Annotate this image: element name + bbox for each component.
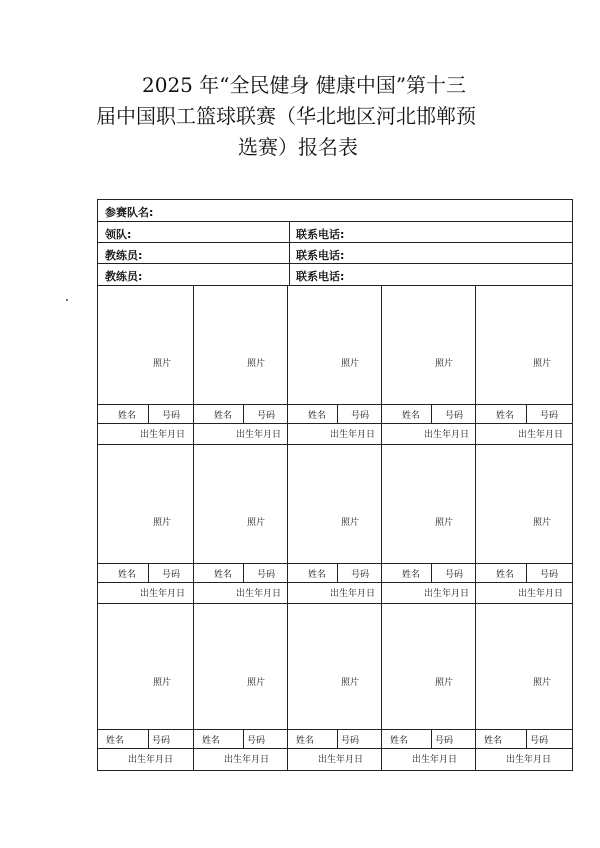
team-name-row — [98, 200, 572, 222]
name-label: 姓名 — [106, 736, 125, 746]
coach-phone-label-1: 联系电话: — [296, 249, 345, 262]
name-label: 姓名 — [118, 570, 137, 580]
name-label: 姓名 — [308, 411, 327, 421]
number-label: 号码 — [445, 570, 464, 580]
birth-date-label: 出生年月日 — [518, 430, 564, 440]
birth-date-row — [476, 748, 573, 771]
title-line-2: 届中国职工篮球联赛（华北地区河北邯郸预 — [96, 104, 476, 128]
player-card — [288, 604, 382, 771]
photo-label: 照片 — [152, 518, 171, 528]
number-label: 号码 — [540, 570, 559, 580]
birth-date-label: 出生年月日 — [318, 755, 364, 765]
photo-box — [194, 286, 287, 404]
name-label: 姓名 — [214, 411, 233, 421]
player-card — [194, 604, 288, 771]
birth-date-label: 出生年月日 — [140, 589, 186, 599]
number-label: 号码 — [435, 736, 454, 746]
name-number-row — [98, 563, 193, 583]
player-card — [288, 445, 382, 604]
name-label: 姓名 — [202, 736, 221, 746]
name-number-row — [288, 404, 381, 424]
birth-date-row — [98, 748, 193, 771]
name-label: 姓名 — [214, 570, 233, 580]
photo-label: 照片 — [340, 678, 359, 688]
coach-row-1 — [98, 243, 572, 264]
name-label: 姓名 — [308, 570, 327, 580]
coach-label-1: 教练员: — [105, 249, 143, 262]
name-number-row — [476, 729, 573, 749]
photo-label: 照片 — [532, 359, 551, 369]
scan-speck — [66, 299, 68, 301]
name-label: 姓名 — [484, 736, 503, 746]
photo-label: 照片 — [532, 678, 551, 688]
photo-label: 照片 — [246, 678, 265, 688]
birth-date-label: 出生年月日 — [128, 755, 174, 765]
number-label: 号码 — [152, 736, 171, 746]
photo-box — [476, 445, 573, 563]
player-card — [194, 286, 288, 445]
photo-box — [98, 286, 193, 404]
name-number-row — [194, 729, 287, 749]
name-number-row — [288, 729, 381, 749]
birth-date-row — [288, 423, 381, 444]
team-name-label: 参赛队名: — [105, 206, 154, 219]
number-label: 号码 — [530, 736, 549, 746]
birth-date-row — [382, 748, 475, 771]
birth-date-label: 出生年月日 — [518, 589, 564, 599]
coach-row-2 — [98, 264, 572, 286]
birth-date-row — [382, 423, 475, 444]
number-label: 号码 — [540, 411, 559, 421]
player-card — [382, 286, 476, 445]
birth-date-label: 出生年月日 — [506, 755, 552, 765]
photo-box — [288, 286, 381, 404]
photo-label: 照片 — [434, 678, 453, 688]
player-card — [194, 445, 288, 604]
number-label: 号码 — [257, 411, 276, 421]
name-number-row — [194, 404, 287, 424]
photo-label: 照片 — [246, 518, 265, 528]
registration-form — [97, 199, 573, 771]
birth-date-row — [288, 582, 381, 603]
name-number-row — [288, 563, 381, 583]
photo-box — [98, 604, 193, 729]
birth-date-label: 出生年月日 — [424, 589, 470, 599]
player-card — [476, 286, 573, 445]
number-label: 号码 — [162, 411, 181, 421]
birth-date-label: 出生年月日 — [424, 430, 470, 440]
birth-date-row — [98, 423, 193, 444]
photo-label: 照片 — [340, 518, 359, 528]
player-card — [382, 604, 476, 771]
birth-date-label: 出生年月日 — [412, 755, 458, 765]
birth-date-row — [194, 748, 287, 771]
photo-box — [476, 604, 573, 729]
name-number-row — [382, 404, 475, 424]
leader-phone-label: 联系电话: — [296, 228, 345, 241]
number-label: 号码 — [341, 736, 360, 746]
name-number-row — [98, 404, 193, 424]
player-card — [476, 604, 573, 771]
leader-label: 领队: — [105, 228, 132, 241]
number-label: 号码 — [445, 411, 464, 421]
photo-label: 照片 — [246, 359, 265, 369]
number-label: 号码 — [247, 736, 266, 746]
name-number-row — [98, 729, 193, 749]
photo-box — [98, 445, 193, 563]
number-label: 号码 — [162, 570, 181, 580]
birth-date-label: 出生年月日 — [140, 430, 186, 440]
number-label: 号码 — [257, 570, 276, 580]
birth-date-row — [194, 582, 287, 603]
birth-date-row — [194, 423, 287, 444]
name-label: 姓名 — [496, 411, 515, 421]
name-label: 姓名 — [296, 736, 315, 746]
player-card — [98, 604, 194, 771]
leader-row — [98, 222, 572, 243]
player-card — [382, 445, 476, 604]
birth-date-row — [476, 582, 573, 603]
photo-label: 照片 — [340, 359, 359, 369]
name-label: 姓名 — [496, 570, 515, 580]
photo-label: 照片 — [152, 678, 171, 688]
title-line-1: 2025 年“全民健身 健康中国”第十三 — [142, 73, 467, 97]
name-number-row — [194, 563, 287, 583]
birth-date-row — [476, 423, 573, 444]
birth-date-row — [288, 748, 381, 771]
photo-label: 照片 — [532, 518, 551, 528]
photo-box — [382, 286, 475, 404]
birth-date-label: 出生年月日 — [224, 755, 270, 765]
photo-label: 照片 — [152, 359, 171, 369]
name-label: 姓名 — [402, 570, 421, 580]
photo-box — [382, 445, 475, 563]
birth-date-row — [382, 582, 475, 603]
name-number-row — [476, 404, 573, 424]
photo-box — [476, 286, 573, 404]
photo-box — [382, 604, 475, 729]
photo-label: 照片 — [434, 518, 453, 528]
photo-box — [194, 445, 287, 563]
photo-box — [194, 604, 287, 729]
player-card — [98, 286, 194, 445]
name-number-row — [382, 729, 475, 749]
birth-date-label: 出生年月日 — [330, 589, 376, 599]
birth-date-label: 出生年月日 — [236, 589, 282, 599]
birth-date-label: 出生年月日 — [330, 430, 376, 440]
name-label: 姓名 — [118, 411, 137, 421]
player-card — [476, 445, 573, 604]
number-label: 号码 — [351, 570, 370, 580]
photo-box — [288, 604, 381, 729]
title-line-3: 选赛）报名表 — [238, 135, 358, 159]
birth-date-row — [98, 582, 193, 603]
coach-phone-label-2: 联系电话: — [296, 270, 345, 283]
photo-box — [288, 445, 381, 563]
coach-label-2: 教练员: — [105, 270, 143, 283]
photo-label: 照片 — [434, 359, 453, 369]
name-label: 姓名 — [402, 411, 421, 421]
birth-date-label: 出生年月日 — [236, 430, 282, 440]
name-number-row — [382, 563, 475, 583]
player-card — [98, 445, 194, 604]
name-label: 姓名 — [390, 736, 409, 746]
player-card — [288, 286, 382, 445]
name-number-row — [476, 563, 573, 583]
number-label: 号码 — [351, 411, 370, 421]
